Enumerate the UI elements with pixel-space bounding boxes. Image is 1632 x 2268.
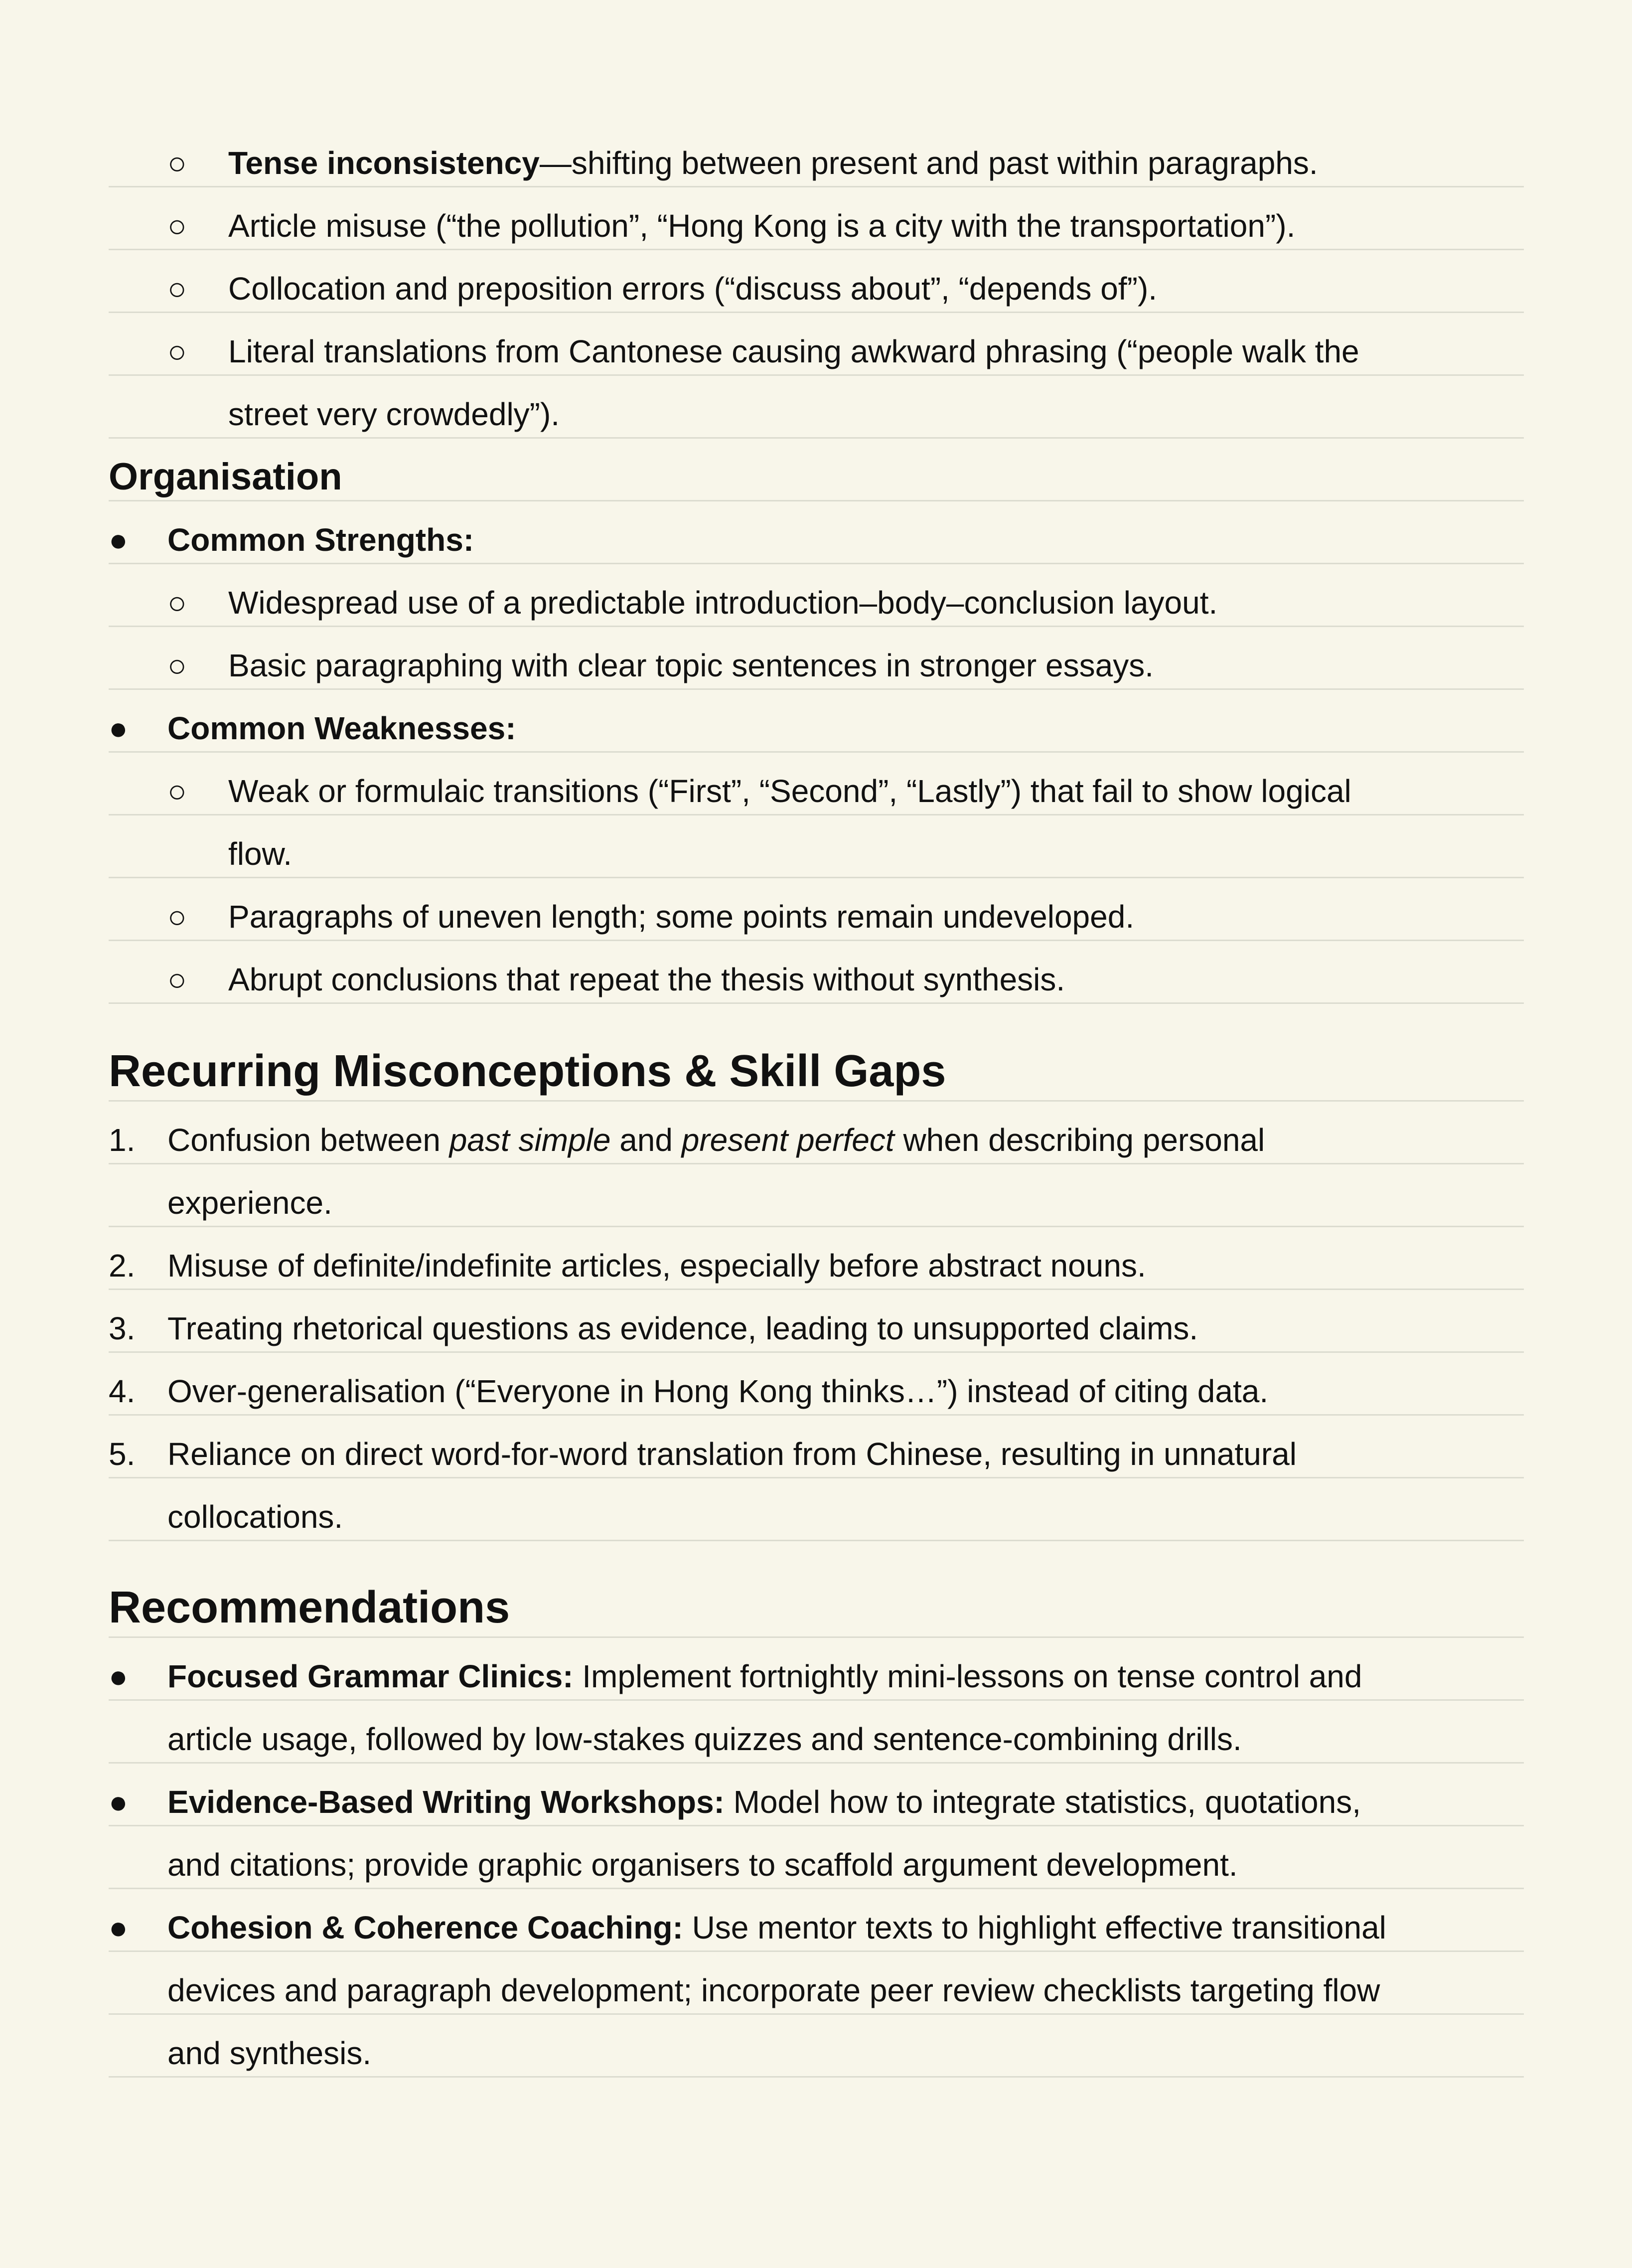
misconceptions-heading: Recurring Misconceptions & Skill Gaps (109, 1046, 946, 1096)
issue-term: Tense inconsistency (228, 145, 540, 181)
strength-text: Basic paragraphing with clear topic sentences in stronger essays. (228, 648, 1154, 683)
misconception-item (109, 1102, 1524, 1164)
item-text-continued: experience. (167, 1185, 332, 1221)
issue-text: Literal translations from Cantonese causing awkward phrasing (“people walk the (228, 333, 1359, 369)
filled-bullet-icon: ● (109, 1658, 128, 1694)
strengths-label: Common Strengths: (167, 522, 474, 558)
weakness-continuation (109, 815, 1524, 878)
hollow-bullet-icon: ○ (167, 271, 187, 307)
recommendation-item (109, 1889, 1524, 1952)
misconception-item (109, 1416, 1524, 1478)
recommendation-item (109, 1638, 1524, 1701)
recommendation-item (109, 1764, 1524, 1826)
recommendations-heading: Recommendations (109, 1583, 510, 1632)
weakness-text: Weak or formulaic transitions (“First”, “Second”, “Lastly”) that fail to show logical (228, 773, 1351, 809)
weakness-item (109, 753, 1524, 815)
grammar-issue-item (109, 187, 1524, 250)
hollow-bullet-icon: ○ (167, 899, 187, 935)
weakness-text: Paragraphs of uneven length; some points remain undeveloped. (228, 899, 1135, 935)
organisation-heading-row (109, 439, 1524, 501)
hollow-bullet-icon: ○ (167, 333, 187, 369)
emphasis-past-simple: past simple (449, 1122, 611, 1158)
filled-bullet-icon: ● (109, 1784, 128, 1820)
misconception-item (109, 1290, 1524, 1353)
item-text: Over-generalisation (“Everyone in Hong Kong thinks…”) instead of citing data. (167, 1373, 1269, 1409)
hollow-bullet-icon: ○ (167, 208, 187, 244)
recommendation-text-continued: and citations; provide graphic organisers to scaffold argument development. (167, 1847, 1238, 1883)
recommendation-label: Evidence-Based Writing Workshops: (167, 1784, 725, 1820)
hollow-bullet-icon: ○ (167, 648, 187, 683)
recommendations-heading-row (109, 1573, 1524, 1638)
weakness-text: Abrupt conclusions that repeat the thesis without synthesis. (228, 962, 1065, 997)
item-number: 2. (109, 1248, 136, 1284)
recommendation-text-continued: article usage, followed by low-stakes quizzes and sentence-combining drills. (167, 1721, 1242, 1757)
emphasis-present-perfect: present perfect (681, 1122, 894, 1158)
misconceptions-heading-row (109, 1037, 1524, 1102)
item-text: when describing personal (894, 1122, 1265, 1158)
filled-bullet-icon: ● (109, 522, 128, 558)
misconception-continuation (109, 1164, 1524, 1227)
item-text: and (610, 1122, 682, 1158)
recommendation-label: Focused Grammar Clinics: (167, 1658, 574, 1694)
recommendation-text-continued: devices and paragraph development; incorporate peer review checklists targeting flow (167, 1972, 1380, 2008)
grammar-issue-continuation (109, 376, 1524, 439)
strengths-label-row (109, 501, 1524, 564)
issue-text: Article misuse (“the pollution”, “Hong Kong is a city with the transportation”). (228, 208, 1296, 244)
recommendation-continuation (109, 1701, 1524, 1764)
hollow-bullet-icon: ○ (167, 962, 187, 997)
weaknesses-label-row (109, 690, 1524, 753)
misconception-item (109, 1353, 1524, 1416)
issue-description: —shifting between present and past within paragraphs. (539, 145, 1318, 181)
strength-item (109, 627, 1524, 690)
item-text: Treating rhetorical questions as evidence, leading to unsupported claims. (167, 1310, 1198, 1346)
hollow-bullet-icon: ○ (167, 145, 187, 181)
issue-text: Collocation and preposition errors (“discuss about”, “depends of”). (228, 271, 1158, 307)
misconception-item (109, 1227, 1524, 1290)
recommendation-label: Cohesion & Coherence Coaching: (167, 1910, 683, 1945)
weaknesses-label: Common Weaknesses: (167, 710, 516, 746)
recommendation-text: Use mentor texts to highlight effective transitional (683, 1910, 1386, 1945)
filled-bullet-icon: ● (109, 1910, 128, 1945)
item-text: Misuse of definite/indefinite articles, especially before abstract nouns. (167, 1248, 1146, 1284)
item-number: 1. (109, 1122, 136, 1158)
grammar-issue-item (109, 125, 1524, 187)
strength-item (109, 564, 1524, 627)
item-number: 3. (109, 1310, 136, 1346)
item-number: 4. (109, 1373, 136, 1409)
item-text-continued: collocations. (167, 1499, 343, 1535)
weakness-item (109, 878, 1524, 941)
recommendation-text: Implement fortnightly mini-lessons on tense control and (573, 1658, 1362, 1694)
issue-text-continued: street very crowdedly”). (228, 396, 560, 432)
misconception-continuation (109, 1478, 1524, 1541)
weakness-item (109, 941, 1524, 1004)
grammar-issue-item (109, 313, 1524, 376)
item-number: 5. (109, 1436, 136, 1472)
recommendation-continuation (109, 2015, 1524, 2078)
item-text: Reliance on direct word-for-word translation from Chinese, resulting in unnatural (167, 1436, 1297, 1472)
strength-text: Widespread use of a predictable introduction–body–conclusion layout. (228, 585, 1218, 621)
hollow-bullet-icon: ○ (167, 773, 187, 809)
recommendation-continuation (109, 1826, 1524, 1889)
recommendation-text-continued: and synthesis. (167, 2035, 372, 2071)
recommendation-text: Model how to integrate statistics, quotations, (724, 1784, 1361, 1820)
hollow-bullet-icon: ○ (167, 585, 187, 621)
organisation-heading: Organisation (109, 456, 342, 498)
recommendation-continuation (109, 1952, 1524, 2015)
filled-bullet-icon: ● (109, 710, 128, 746)
grammar-issue-item (109, 250, 1524, 313)
item-text: Confusion between (167, 1122, 449, 1158)
weakness-text-continued: flow. (228, 836, 293, 872)
